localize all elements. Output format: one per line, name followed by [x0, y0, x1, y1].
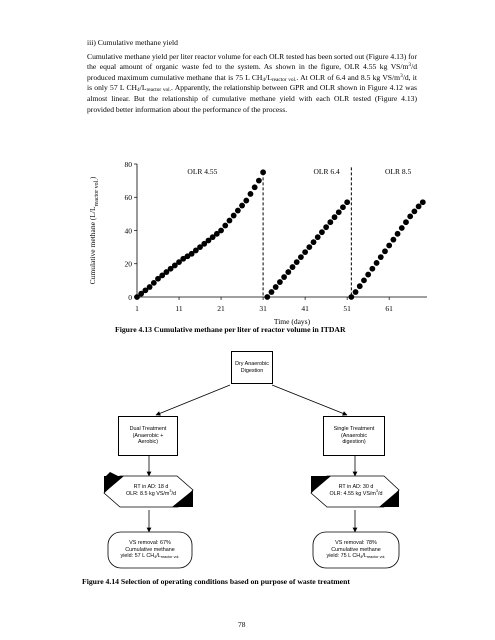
- data-point-series-3: [361, 277, 367, 283]
- arrow-root-to-left: [156, 385, 230, 415]
- data-point-series-2: [264, 294, 270, 300]
- data-point-series-3: [407, 213, 413, 219]
- data-point-series-2: [302, 249, 308, 255]
- flow-right-result-text: [315, 534, 397, 566]
- flow-left-rt-text: [118, 478, 184, 504]
- flow-root-line2: Digestion: [240, 367, 264, 374]
- flow-right-rt-text: [322, 478, 390, 504]
- page-number: 78: [238, 620, 246, 629]
- data-point-series-2: [311, 239, 317, 245]
- flow-root-box: [231, 351, 273, 384]
- data-point-series-2: [306, 244, 312, 250]
- flow-left-treatment-line2: (Anaerobic +: [132, 432, 164, 439]
- section-paragraph: Cumulative methane yield per liter reactor volume for each OLR tested has been sorted out (Figure 4.13) for the equal amount of organic waste fed to the system. As shown in the figure, OLR 4.55 kg $VS/m^3/d$ produced maximum cumulative methane that is 75 L $CH_4/L_{reactor vol.}$. At OLR of 6.4 and 8.5 kg $VS/m^3/d$, it is only 57 L $CH_4/L_{reactor vol.}$. Apparently, the relationship between GPR and OLR shown in Figure 4.12 was almost linear. But the relationship of cumulative methane yield with each OLR tested (Figure 4.13) provided better information about the performance of the process.: [87, 51, 417, 114]
- data-point-series-2: [294, 259, 300, 265]
- data-point-series-2: [285, 269, 291, 275]
- data-point-series-1: [218, 228, 224, 234]
- x-tick-label: 31: [259, 304, 267, 313]
- data-point-series-1: [151, 280, 157, 286]
- data-point-series-3: [416, 203, 422, 209]
- data-point-series-2: [336, 209, 342, 215]
- arrow-root-to-right: [272, 385, 347, 415]
- figure-4-13-caption: Figure 4.13 Cumulative methane per liter of reactor volume in ITDAR: [115, 325, 346, 334]
- data-point-series-3: [382, 248, 388, 254]
- data-point-series-1: [235, 208, 241, 214]
- figure-4-14-caption: Figure 4.14 Selection of operating conditions based on purpose of waste treatment: [82, 577, 350, 586]
- data-point-series-1: [239, 203, 245, 209]
- data-point-series-1: [260, 169, 266, 175]
- flowchart-connectors: [149, 385, 355, 532]
- flow-right-rt-line2: OLR: 4.55 kg $VS/m^3/d$: [329, 489, 383, 497]
- section-heading: iii) Cumulative methane yield: [87, 38, 178, 47]
- flow-right-treatment-line2: (Anaerobic: [340, 432, 368, 439]
- data-point-series-1: [231, 213, 237, 219]
- flow-left-treatment-line1: Dual Treatment: [129, 425, 167, 432]
- data-point-series-3: [348, 294, 354, 300]
- data-point-series-2: [344, 199, 350, 205]
- olr-annotation-2: OLR 6.4: [313, 166, 340, 176]
- flow-right-treatment-line3: digestion): [342, 439, 366, 446]
- y-tick-label: 20: [124, 259, 132, 269]
- data-point-series-3: [369, 266, 375, 272]
- data-point-series-1: [147, 284, 153, 290]
- y-tick-label: 80: [124, 159, 132, 169]
- data-point-series-3: [399, 225, 405, 231]
- data-point-series-1: [227, 218, 233, 224]
- y-tick-label: 40: [124, 226, 132, 236]
- flow-left-treatment-line3: Aerobic): [137, 439, 159, 446]
- data-point-series-2: [269, 289, 275, 295]
- flow-root-line1: Dry Anaerobic: [235, 360, 269, 367]
- data-point-series-1: [248, 191, 254, 197]
- data-point-series-2: [298, 254, 304, 260]
- data-point-series-3: [365, 272, 371, 278]
- data-point-series-3: [395, 231, 401, 237]
- x-axis-label: Time (days): [273, 317, 311, 326]
- x-tick-label: 1: [135, 304, 139, 313]
- data-point-series-2: [327, 219, 333, 225]
- y-tick-label: 60: [124, 193, 132, 203]
- data-point-series-3: [420, 199, 426, 205]
- flow-left-result-line1: VS removal: 67%: [129, 539, 171, 546]
- olr-annotation-1: OLR 4.55: [187, 166, 218, 176]
- flow-right-result-line1: VS removal: 78%: [335, 539, 377, 546]
- data-point-series-2: [323, 224, 329, 230]
- data-point-series-3: [390, 237, 396, 243]
- flow-right-treatment-box: [323, 416, 385, 456]
- data-point-series-2: [340, 204, 346, 210]
- data-point-series-2: [281, 274, 287, 280]
- flow-right-result-line3: yield: 75 L $CH_4/L_{reactor vol.}$: [326, 553, 386, 560]
- x-tick-label: 61: [385, 304, 393, 313]
- flow-left-result-text: [110, 534, 190, 566]
- flow-left-rt-line2: OLR: 8.5 kg $VS/m^3/d$: [125, 489, 177, 497]
- olr-annotation-3: OLR 8.5: [384, 166, 412, 176]
- chart-plot-area: [88, 160, 427, 326]
- data-point-series-3: [353, 289, 359, 295]
- data-point-series-2: [332, 214, 338, 220]
- data-point-series-3: [386, 243, 392, 249]
- x-tick-label: 21: [217, 304, 225, 313]
- data-point-series-2: [273, 284, 279, 290]
- flow-left-result-line2: Cumulative methane: [125, 546, 175, 553]
- data-point-series-1: [243, 198, 249, 204]
- data-point-series-3: [357, 283, 363, 289]
- data-point-series-3: [378, 254, 384, 260]
- y-tick-label: 0: [128, 292, 132, 302]
- data-point-series-2: [315, 234, 321, 240]
- flow-right-rt-line1: RT in AD: 30 d: [338, 484, 374, 491]
- data-point-series-2: [277, 279, 283, 285]
- data-point-series-2: [290, 264, 296, 270]
- flow-left-treatment-box: [118, 416, 178, 456]
- y-axis-label: Cumulative methane $(L/L_{reactor vol.})$: [88, 176, 100, 285]
- data-point-series-3: [403, 219, 409, 225]
- x-tick-label: 51: [343, 304, 351, 313]
- data-point-series-3: [411, 208, 417, 214]
- x-tick-label: 41: [301, 304, 309, 313]
- data-point-series-1: [252, 184, 258, 190]
- data-point-series-1: [256, 178, 262, 184]
- flow-left-rt-line1: RT in AD: 18 d: [133, 484, 169, 491]
- flow-right-treatment-line1: Single Treatment: [333, 425, 375, 432]
- data-point-series-3: [374, 260, 380, 266]
- flow-left-result-line3: yield: 57 L $CH_4/L_{reactor vol.}$: [120, 553, 180, 560]
- data-point-series-1: [222, 223, 228, 229]
- data-point-series-2: [319, 229, 325, 235]
- x-tick-label: 11: [175, 304, 183, 313]
- flow-right-result-line2: Cumulative methane: [331, 546, 381, 553]
